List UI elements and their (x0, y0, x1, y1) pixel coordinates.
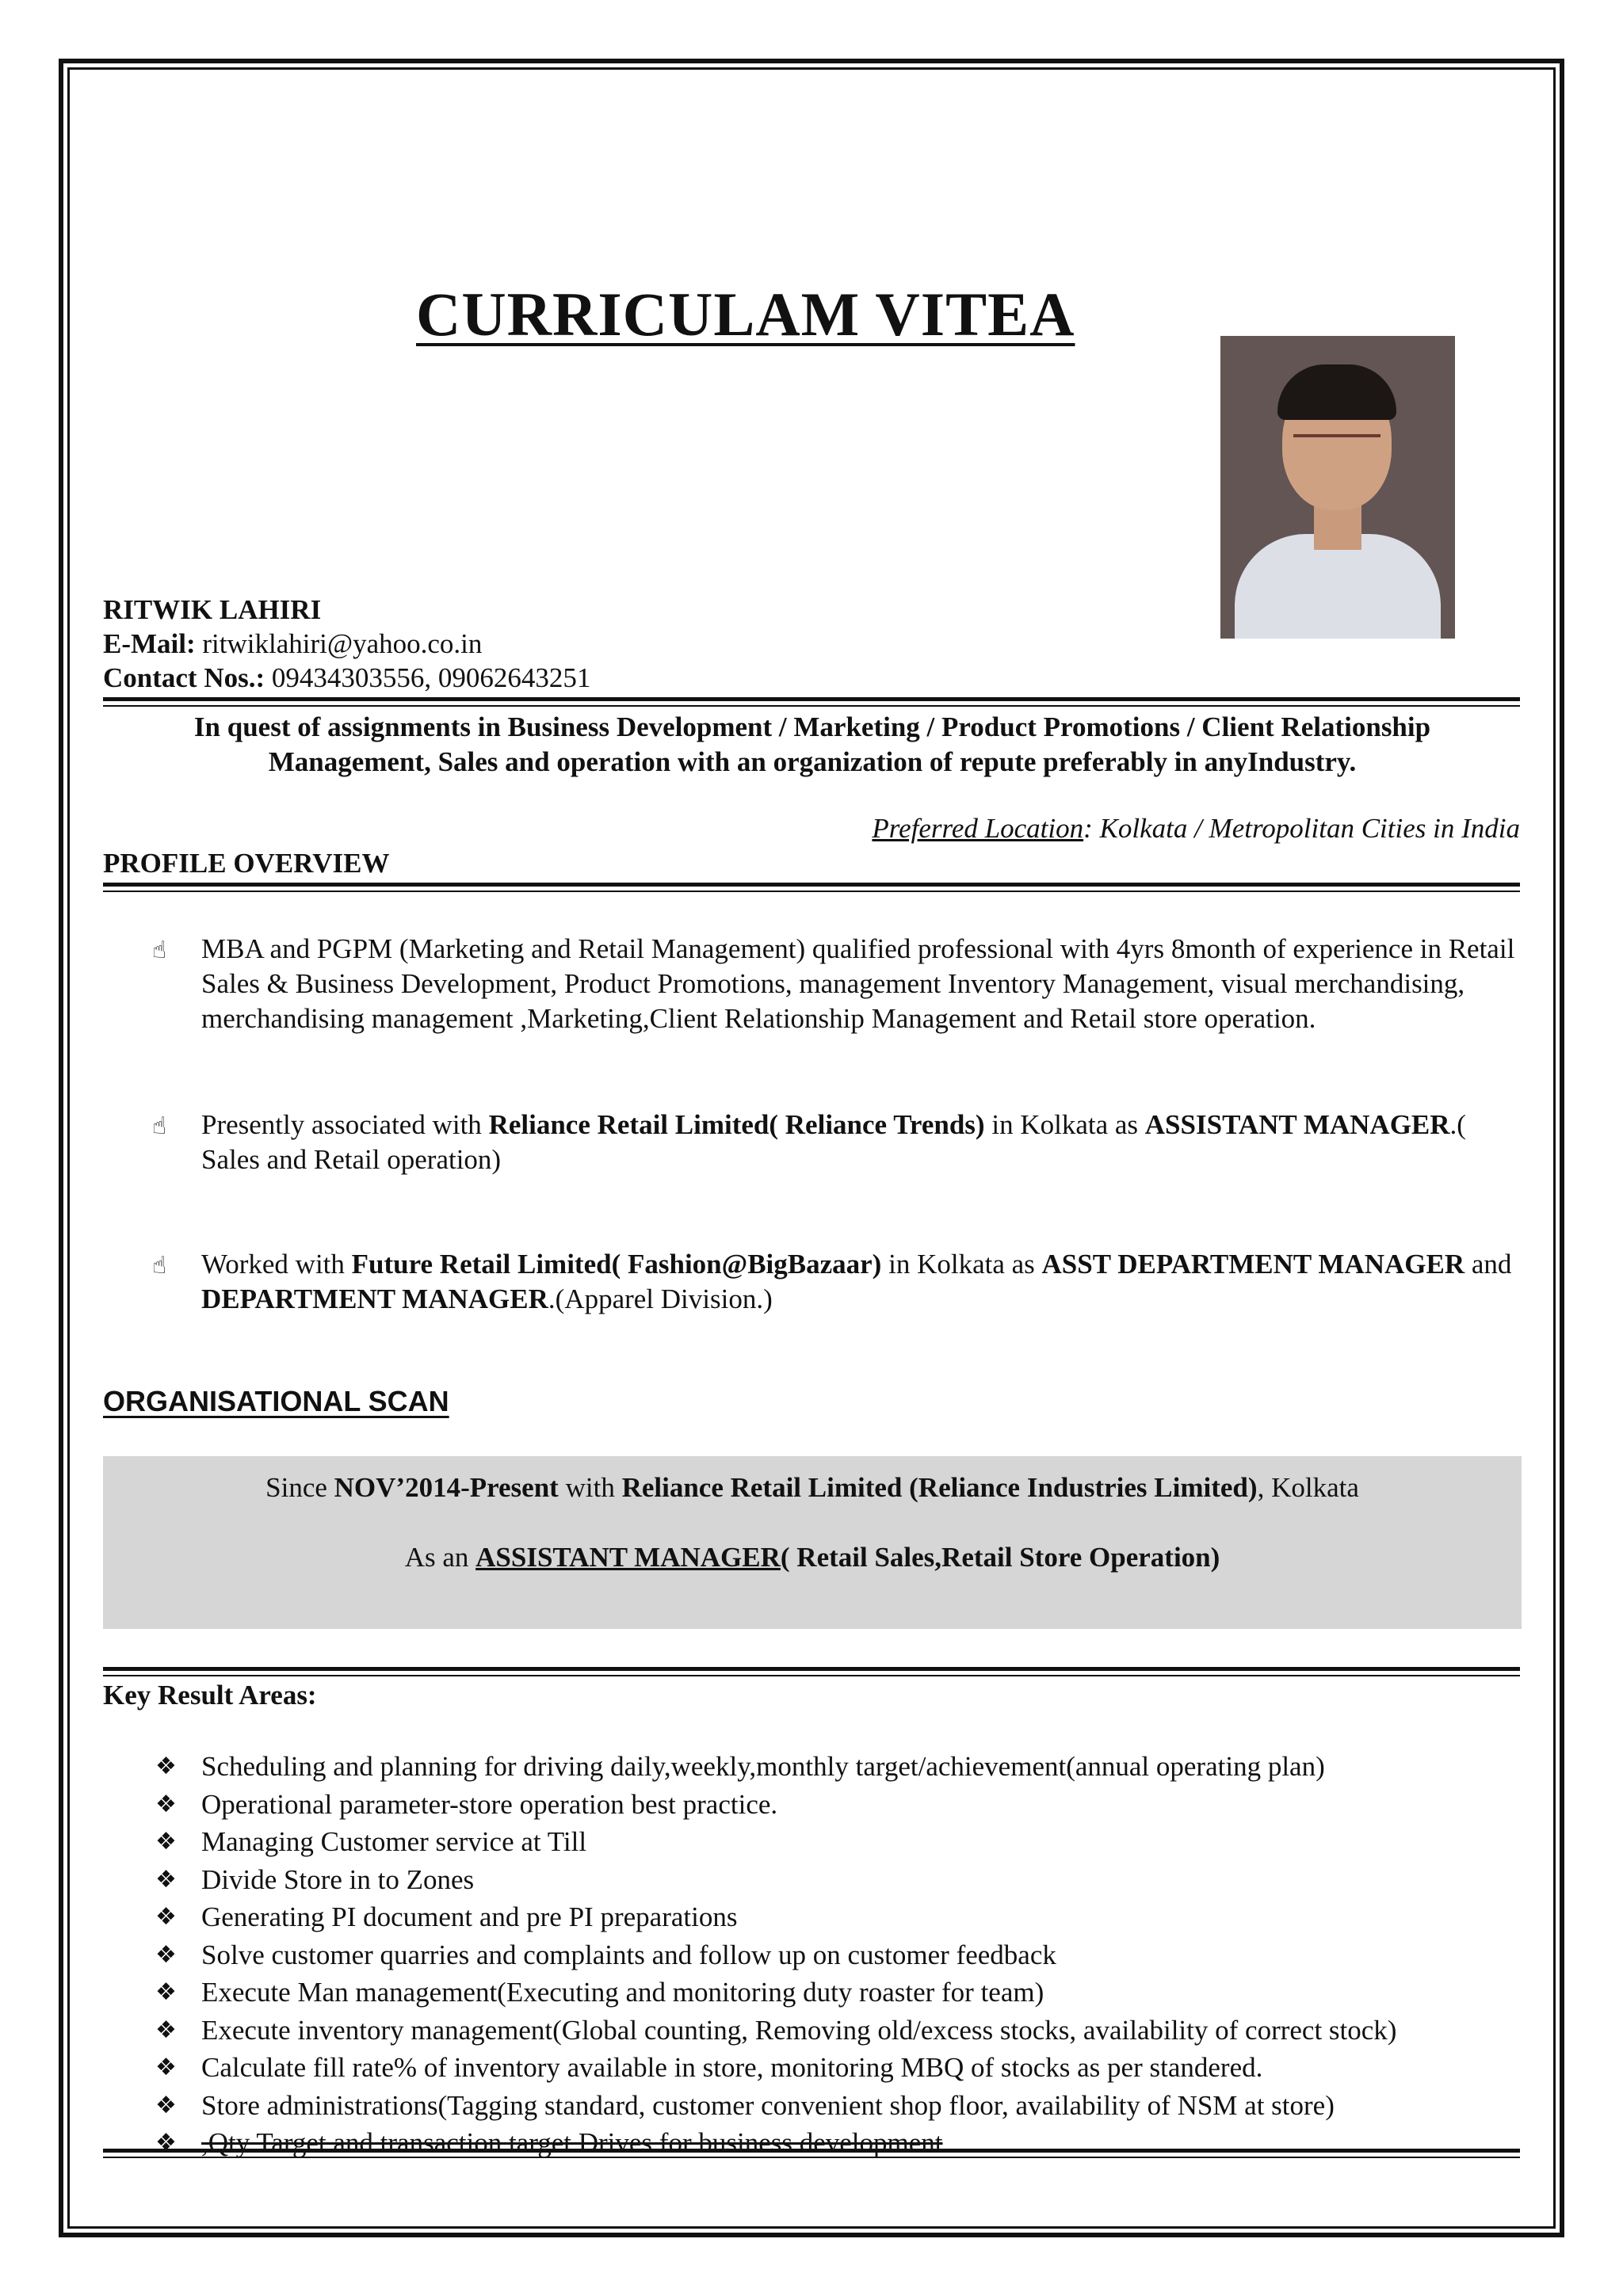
text: and (1465, 1249, 1512, 1280)
photo-hair (1277, 364, 1396, 420)
preferred-location-value: : Kolkata / Metropolitan Cities in India (1083, 813, 1520, 844)
diamond-bullet-icon: ❖ (155, 1790, 177, 1818)
diamond-bullet-icon: ❖ (155, 1940, 177, 1969)
job-title: DEPARTMENT MANAGER (201, 1283, 548, 1314)
list-item-text: Execute Man management(Executing and monitoring duty roaster for team) (201, 1977, 1044, 2008)
key-result-areas-list (103, 1748, 1522, 2162)
job-title: ASSISTANT MANAGER (1144, 1109, 1450, 1140)
company-name: Future Retail Limited( Fashion@BigBazaar) (351, 1249, 882, 1280)
text: , Kolkata (1257, 1472, 1359, 1503)
preferred-location (872, 813, 1520, 845)
text: Presently associated with (201, 1109, 489, 1140)
photo-glasses (1293, 434, 1381, 455)
list-item-text: Operational parameter-store operation best practice. (201, 1788, 778, 1820)
diamond-bullet-icon: ❖ (155, 2016, 177, 2044)
career-objective: In quest of assignments in Business Development / Marketing / Product Promotions / Client Relationship Management, Sales and operation with an organization of repute preferably in anyIndustry. (193, 711, 1431, 777)
email-line (103, 627, 590, 661)
diamond-bullet-icon: ❖ (155, 1865, 177, 1894)
text: .( Sales and Retail operation) (201, 1109, 1466, 1175)
current-employment-box (103, 1456, 1522, 1629)
profile-bullet-text: MBA and PGPM (Marketing and Retail Management) qualified professional with 4yrs 8month of experience in Retail Sales & Business Development, Product Promotions, management Inventory Management, visual merchandising, merchandising management ,Marketing,Client Relationship Management and Retail store operation. (201, 933, 1515, 1034)
list-item-text: Generating PI document and pre PI preparations (201, 1901, 738, 1932)
diamond-bullet-icon: ❖ (155, 2054, 177, 2081)
candidate-name: RITWIK LAHIRI (103, 594, 322, 625)
list-item (103, 1786, 1522, 1824)
divider-contact (103, 697, 1520, 707)
profile-bullets-2 (103, 1108, 1522, 1177)
role-scope: ( Retail Sales,Retail Store Operation) (780, 1542, 1220, 1573)
list-item-text: Scheduling and planning for driving daily,weekly,monthly target/achievement(annual operating plan) (201, 1751, 1325, 1782)
text: in Kolkata as (881, 1249, 1042, 1280)
hand-pointer-icon: ☝ (152, 936, 167, 964)
diamond-bullet-icon: ❖ (155, 1903, 177, 1931)
profile-bullets-3 (103, 1247, 1522, 1317)
list-item-text: Calculate fill rate% of inventory available in store, monitoring MBQ of stocks as per standered. (201, 2052, 1263, 2083)
list-item-text: Execute inventory management(Global counting, Removing old/excess stocks, availability of correct stock) (201, 2014, 1397, 2046)
employment-period: NOV’2014-Present (334, 1472, 559, 1503)
list-item-text: Managing Customer service at Till (201, 1826, 587, 1857)
role-title: ASSISTANT MANAGER (475, 1542, 781, 1573)
employment-line (103, 1472, 1522, 1504)
hand-pointer-icon: ☝ (152, 1112, 167, 1140)
key-result-areas-heading: Key Result Areas: (103, 1680, 317, 1711)
list-item-text: ,Qty Target and transaction target Drives for business development (201, 2127, 943, 2158)
list-item-text: Solve customer quarries and complaints and follow up on customer feedback (201, 1939, 1056, 1970)
list-item-text: Store administrations(Tagging standard, customer convenient shop floor, availability of NSM at store) (201, 2089, 1335, 2121)
role-line (103, 1542, 1522, 1573)
phone-value: 09434303556, 09062643251 (265, 662, 591, 693)
list-item (103, 1748, 1522, 1786)
list-item (103, 2087, 1522, 2125)
phone-label: Contact Nos.: (103, 662, 265, 693)
profile-bullet (103, 1247, 1522, 1317)
diamond-bullet-icon: ❖ (155, 1753, 177, 1780)
employer-name: Reliance Retail Limited (Reliance Industries Limited) (621, 1472, 1258, 1503)
hand-pointer-icon: ☝ (152, 1252, 167, 1280)
diamond-bullet-icon: ❖ (155, 1828, 177, 1855)
profile-bullets (103, 932, 1522, 1036)
phone-line (103, 661, 590, 695)
text: Since (265, 1472, 334, 1503)
list-item (103, 1936, 1522, 1974)
profile-overview-heading: PROFILE OVERVIEW (103, 848, 390, 879)
profile-bullet (103, 932, 1522, 1036)
text: with (558, 1472, 622, 1503)
email-label: E-Mail: (103, 628, 196, 659)
contact-block (103, 593, 590, 695)
diamond-bullet-icon: ❖ (155, 1978, 177, 2006)
profile-bullet (103, 1108, 1522, 1177)
text: .(Apparel Division.) (548, 1283, 773, 1314)
divider-kra (103, 1667, 1520, 1676)
diamond-bullet-icon: ❖ (155, 2091, 177, 2119)
list-item (103, 1974, 1522, 2012)
list-item (103, 1898, 1522, 1936)
text: Worked with (201, 1249, 352, 1280)
preferred-location-label: Preferred Location (872, 813, 1084, 844)
job-title: ASST DEPARTMENT MANAGER (1041, 1249, 1465, 1280)
text: in Kolkata as (984, 1109, 1145, 1140)
company-name: Reliance Retail Limited( Reliance Trends) (488, 1109, 985, 1140)
list-item (103, 2012, 1522, 2050)
email-value: ritwiklahiri@yahoo.co.in (195, 628, 483, 659)
organisational-scan-heading: ORGANISATIONAL SCAN (103, 1385, 449, 1417)
list-item-text: Divide Store in to Zones (201, 1863, 475, 1895)
diamond-bullet-icon: ❖ (155, 2129, 177, 2157)
document-title: CURRICULAM VITEA (416, 280, 1075, 349)
text: As an (404, 1542, 476, 1573)
list-item (103, 1861, 1522, 1899)
list-item (103, 2049, 1522, 2087)
divider-bottom (103, 2149, 1520, 2158)
list-item (103, 1823, 1522, 1861)
divider-profile (103, 883, 1520, 892)
profile-photo (1220, 336, 1455, 639)
